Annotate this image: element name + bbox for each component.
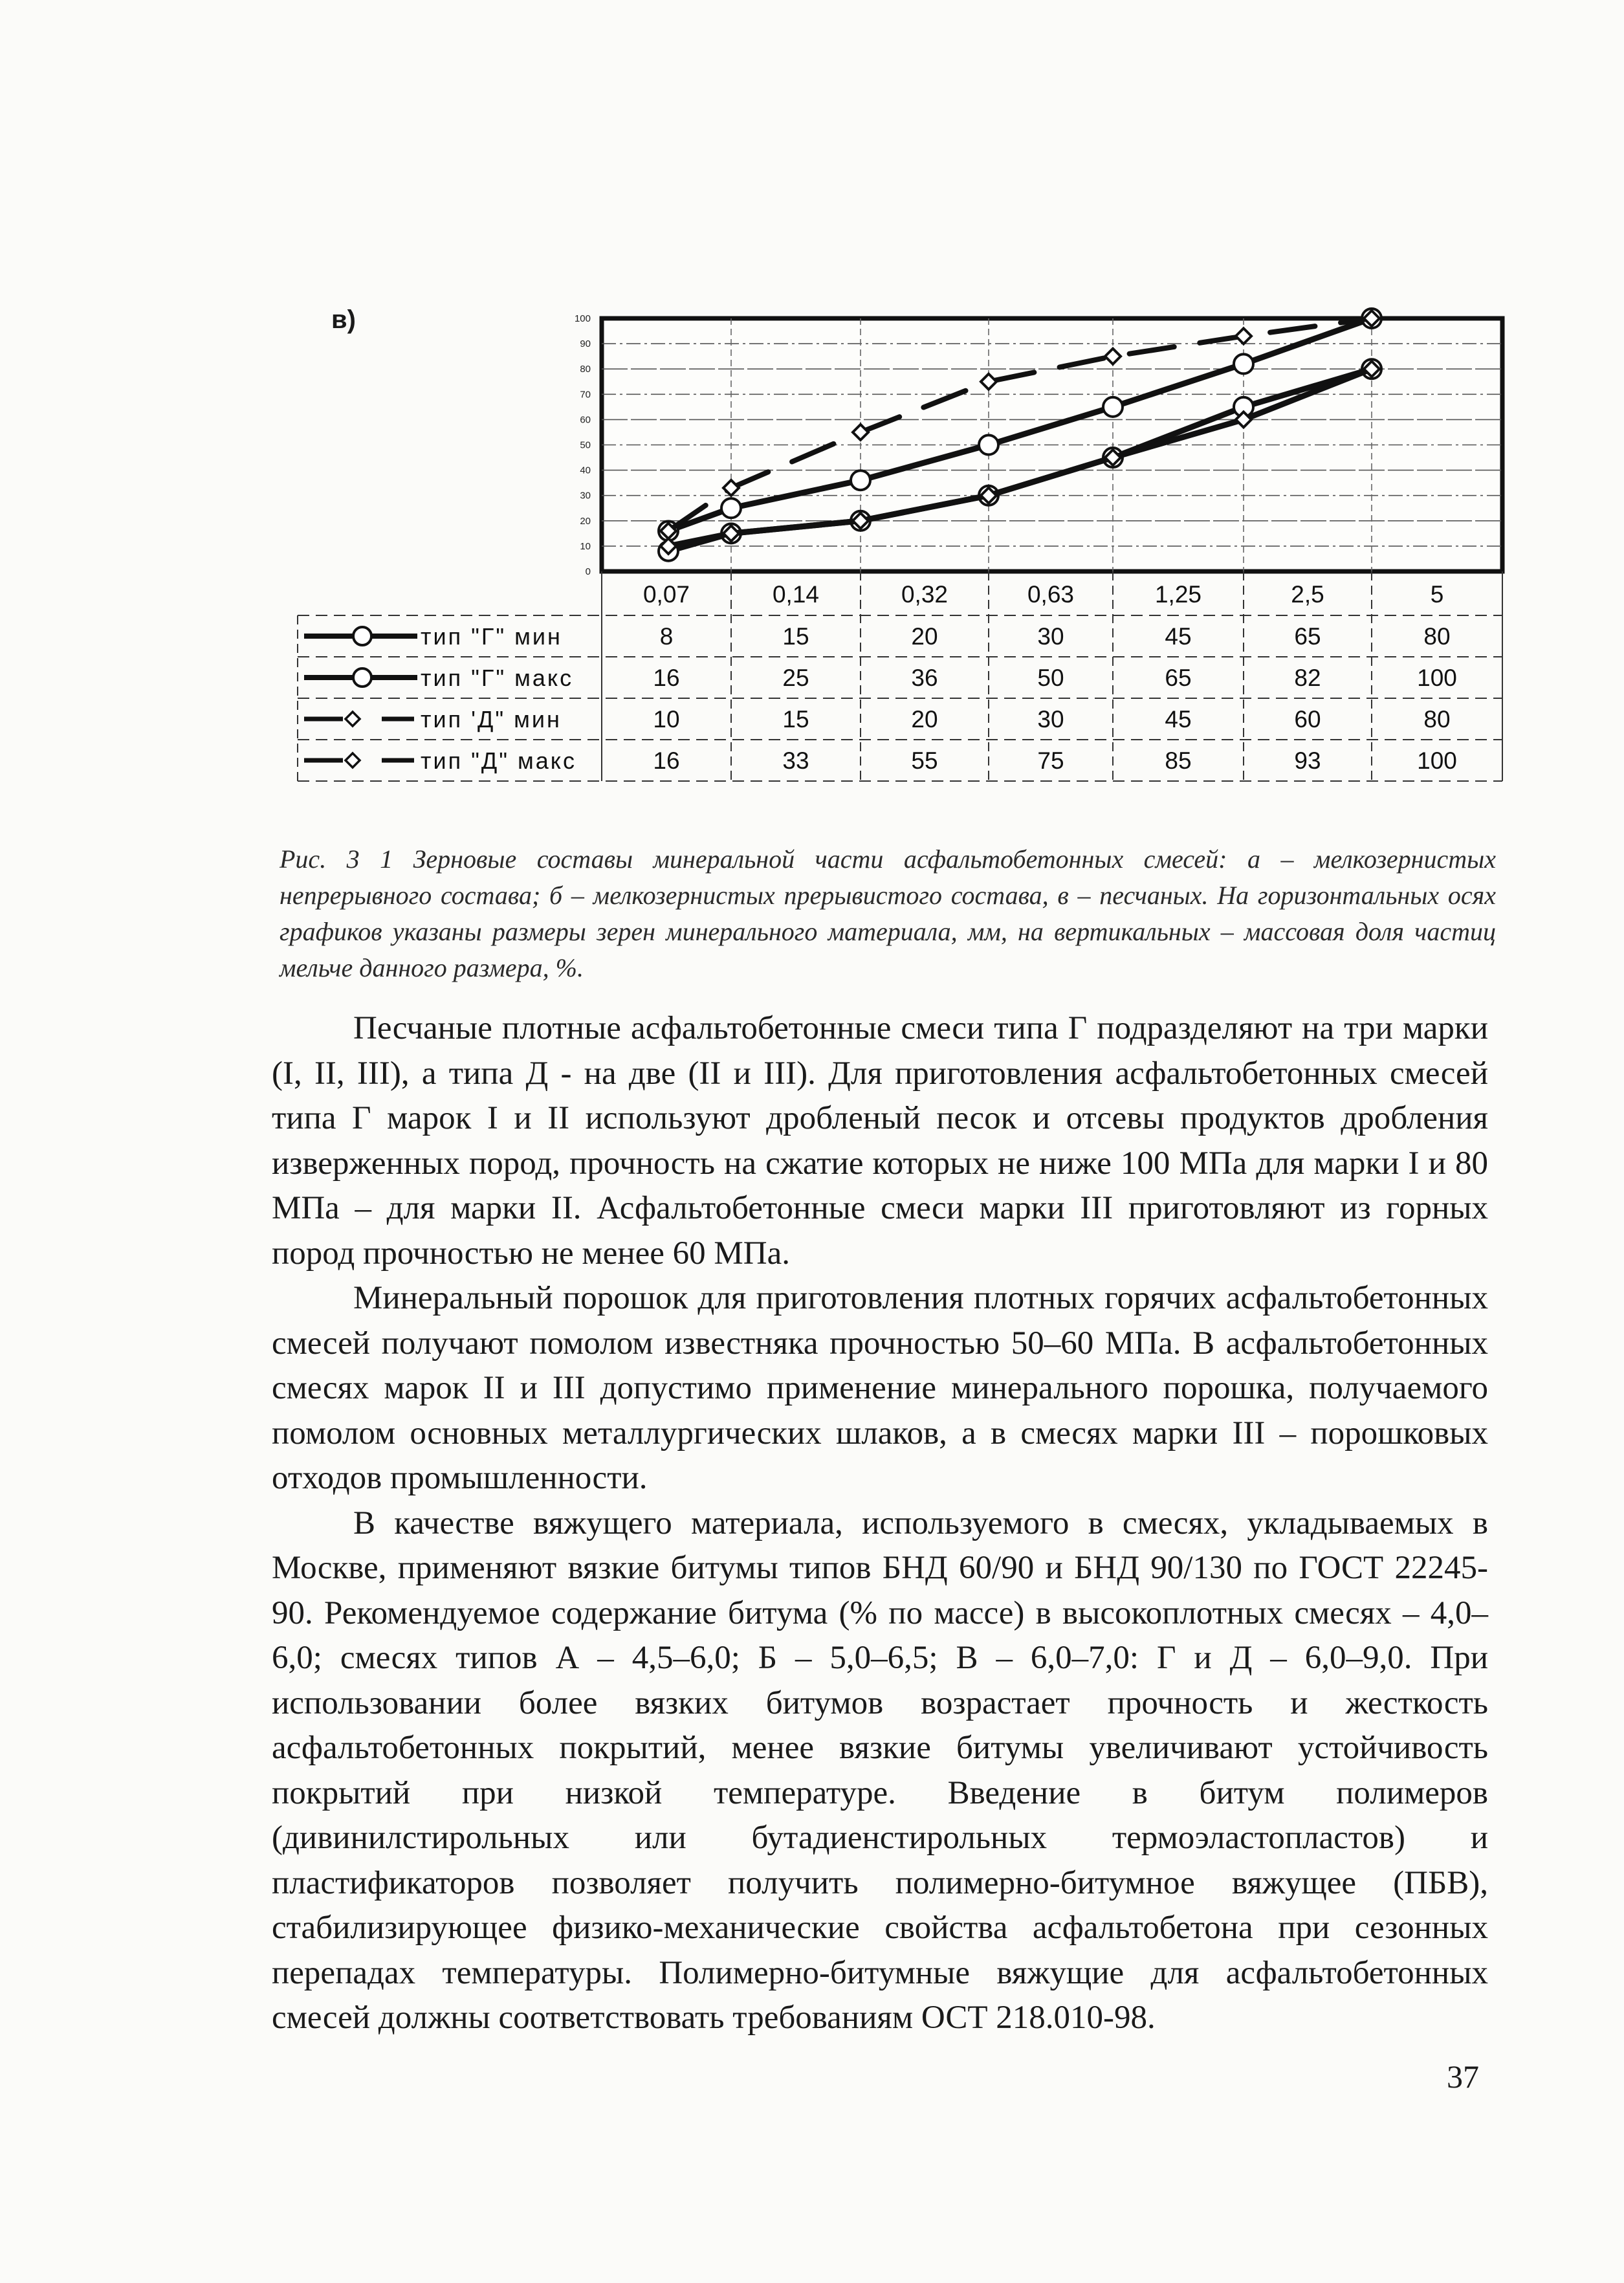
grading-chart (0, 0, 1624, 802)
y-tick-label: 20 (580, 515, 591, 527)
data-point (851, 470, 870, 490)
x-tick-label: 0,14 (772, 581, 820, 608)
y-tick-label: 80 (580, 364, 591, 375)
y-tick-label: 10 (580, 540, 591, 552)
paragraph: Песчаные плотные асфальтобетонные смеси типа Г подразделяют на три марки (I, II, III), а типа Д - на две (II и III). Для приготовления асфальтобетонных смесей типа Г марок I и II используют дробленый песок и отсевы продуктов дробления изверженных пород, прочность на сжатие которых не ниже 100 МПа для марки I и 80 МПа – для марки II. Асфальтобетонные смеси марки III приготовляют из горных пород прочностью не менее 60 МПа. (272, 1010, 1488, 1272)
table-cell: 16 (653, 665, 680, 691)
table-cell: 55 (911, 747, 938, 774)
table-cell: 60 (1294, 706, 1321, 733)
legend-label: тип "Г" макс (421, 665, 574, 691)
figure-label: в) (331, 305, 356, 334)
table-cell: 20 (911, 623, 938, 650)
y-tick-label: 50 (580, 439, 591, 451)
table-cell: 25 (782, 665, 809, 691)
y-tick-label: 30 (580, 490, 591, 502)
x-tick-label: 5 (1430, 581, 1444, 608)
table-cell: 75 (1037, 747, 1064, 774)
table-cell: 45 (1165, 706, 1192, 733)
table-cell: 93 (1294, 747, 1321, 774)
x-tick-label: 1,25 (1154, 581, 1202, 608)
y-tick-label: 40 (580, 465, 591, 476)
table-cell: 50 (1037, 665, 1064, 691)
body-text (272, 1006, 1488, 2041)
table-cell: 65 (1294, 623, 1321, 650)
table-cell: 80 (1423, 706, 1451, 733)
table-cell: 15 (782, 706, 809, 733)
x-tick-label: 0,32 (901, 581, 949, 608)
table-cell: 16 (653, 747, 680, 774)
x-tick-label: 0,07 (642, 581, 690, 608)
legend-marker (353, 627, 371, 645)
table-cell: 30 (1037, 623, 1064, 650)
data-table (298, 571, 1502, 781)
table-cell: 30 (1037, 706, 1064, 733)
legend-label: тип "Д" макс (421, 747, 576, 774)
y-tick-label: 70 (580, 389, 591, 401)
legend-label: тип "Г" мин (421, 623, 562, 650)
table-cell: 65 (1165, 665, 1192, 691)
legend-marker (346, 753, 360, 767)
x-tick-label: 2,5 (1291, 581, 1324, 608)
paragraph: В качестве вяжущего материала, используемого в смесях, укладываемых в Москве, применяют вязкие битумы типов БНД 60/90 и БНД 90/130 по ГОСТ 22245-90. Рекомендуемое содержание битума (% по массе) в высокоплотных смесях – 4,0–6,0; смесях типов А – 4,5–6,0; Б – 5,0–6,5; В – 6,0–7,0: Г и Д – 6,0–9,0. При использовании более вязких битумов возрастает прочность и жесткость асфальтобетонных покрытий, менее вязкие битумы увеличивают устойчивость покрытий при низкой температуре. Введение в битум полимеров (дивинилстирольных или бутадиенстирольных термоэластопластов) и пластификаторов позволяет получить полимерно-битумное вяжущее (ПБВ), стабилизирующее физико-механические свойства асфальтобетона при сезонных перепадах температуры. Полимерно-битумные вяжущие для асфальтобетонных смесей должны соответствовать требованиям ОСТ 218.010-98. (272, 1505, 1488, 2036)
legend-label: тип 'Д" мин (421, 706, 562, 733)
y-tick-label: 60 (580, 414, 591, 426)
table-cell: 15 (782, 623, 809, 650)
paragraph: Минеральный порошок для приготовления плотных горячих асфальтобетонных смесей получают помолом известняка прочностью 50–60 МПа. В асфальтобетонных смесях марок II и III допустимо применение минерального порошка, получаемого помолом основных металлургических шлаков, а в смесях марки III – порошковых отходов промышленности. (272, 1280, 1488, 1496)
page-number: 37 (1447, 2058, 1479, 2095)
table-cell: 8 (659, 623, 674, 650)
data-point (721, 498, 741, 518)
table-cell: 36 (911, 665, 938, 691)
data-point (979, 436, 998, 455)
table-cell: 100 (1417, 665, 1457, 691)
table-cell: 82 (1294, 665, 1321, 691)
y-tick-label: 0 (585, 566, 591, 577)
x-tick-label: 0,63 (1027, 581, 1075, 608)
table-cell: 20 (911, 706, 938, 733)
table-cell: 85 (1165, 747, 1192, 774)
figure-caption: Рис. 3 1 Зерновые составы минеральной части асфальтобетонных смесей: а – мелкозернистых непрерывного состава; б – мелкозернистых прерывистого состава, в – песчаных. На горизонтальных осях графиков указаны размеры зерен минерального материала, мм, на вертикальных – массовая доля частиц мельче данного размера, %. (280, 844, 1496, 982)
y-axis-ticks (575, 313, 591, 577)
y-tick-label: 90 (580, 338, 591, 350)
table-cell: 45 (1165, 623, 1192, 650)
table-cell: 10 (653, 706, 680, 733)
table-cell: 100 (1417, 747, 1457, 774)
legend-marker (346, 712, 360, 726)
data-point (1234, 354, 1253, 373)
table-cell: 80 (1423, 623, 1451, 650)
y-tick-label: 100 (574, 313, 591, 324)
legend-marker (353, 668, 371, 687)
table-cell: 33 (782, 747, 809, 774)
data-point (1103, 397, 1123, 417)
